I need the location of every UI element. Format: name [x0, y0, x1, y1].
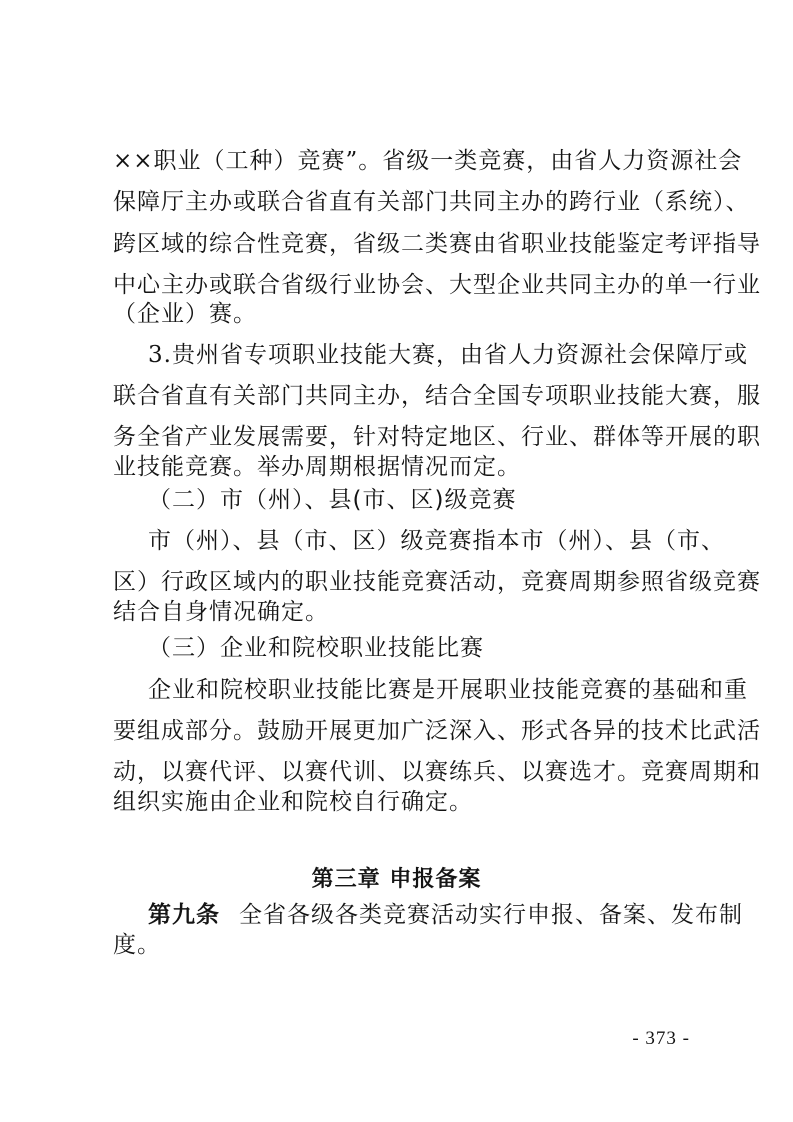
paragraph-line: 联合省直有关部门共同主办，结合全国专项职业技能大赛，服	[113, 383, 761, 409]
chapter-title: 第三章 申报备案	[311, 867, 482, 892]
article-text: 全省各级各类竞赛活动实行申报、备案、发布制	[239, 902, 743, 928]
paragraph-line: ××职业（工种）竞赛”。省级一类竞赛，由省人力资源社会	[113, 148, 743, 174]
article-label: 第九条	[148, 902, 220, 928]
paragraph-line: 结合自身情况确定。	[113, 599, 329, 625]
paragraph-line: 3.贵州省专项职业技能大赛，由省人力资源社会保障厅或	[148, 342, 748, 368]
section-heading: （二）市（州）、县(市、区)级竞赛	[148, 487, 517, 513]
page-number: - 373 -	[632, 1028, 690, 1049]
paragraph-line: 务全省产业发展需要，针对特定地区、行业、群体等开展的职	[113, 424, 761, 450]
paragraph-line: 跨区域的综合性竞赛，省级二类赛由省职业技能鉴定考评指导	[113, 231, 761, 257]
paragraph-line: 保障厅主办或联合省直有关部门共同主办的跨行业（系统）、	[113, 189, 750, 215]
paragraph-line: 企业和院校职业技能比赛是开展职业技能竞赛的基础和重	[148, 677, 748, 703]
paragraph-line: （企业）赛。	[113, 301, 257, 327]
paragraph-line: 度。	[113, 932, 161, 958]
paragraph-line: 市（州）、县（市、区）级竞赛指本市（州）、县（市、	[148, 528, 725, 554]
paragraph-line: 动，以赛代评、以赛代训、以赛练兵、以赛选才。竞赛周期和	[113, 759, 761, 785]
article-first-line	[148, 902, 743, 928]
paragraph-line: 业技能竞赛。举办周期根据情况而定。	[113, 454, 521, 480]
paragraph-line: 组织实施由企业和院校自行确定。	[113, 789, 473, 815]
paragraph-line: 要组成部分。鼓励开展更加广泛深入、形式各异的技术比武活	[113, 718, 761, 744]
paragraph-line: 区）行政区域内的职业技能竞赛活动，竞赛周期参照省级竞赛	[113, 569, 761, 595]
paragraph-line: 中心主办或联合省级行业协会、大型企业共同主办的单一行业	[113, 272, 761, 298]
section-heading: （三）企业和院校职业技能比赛	[148, 635, 484, 661]
